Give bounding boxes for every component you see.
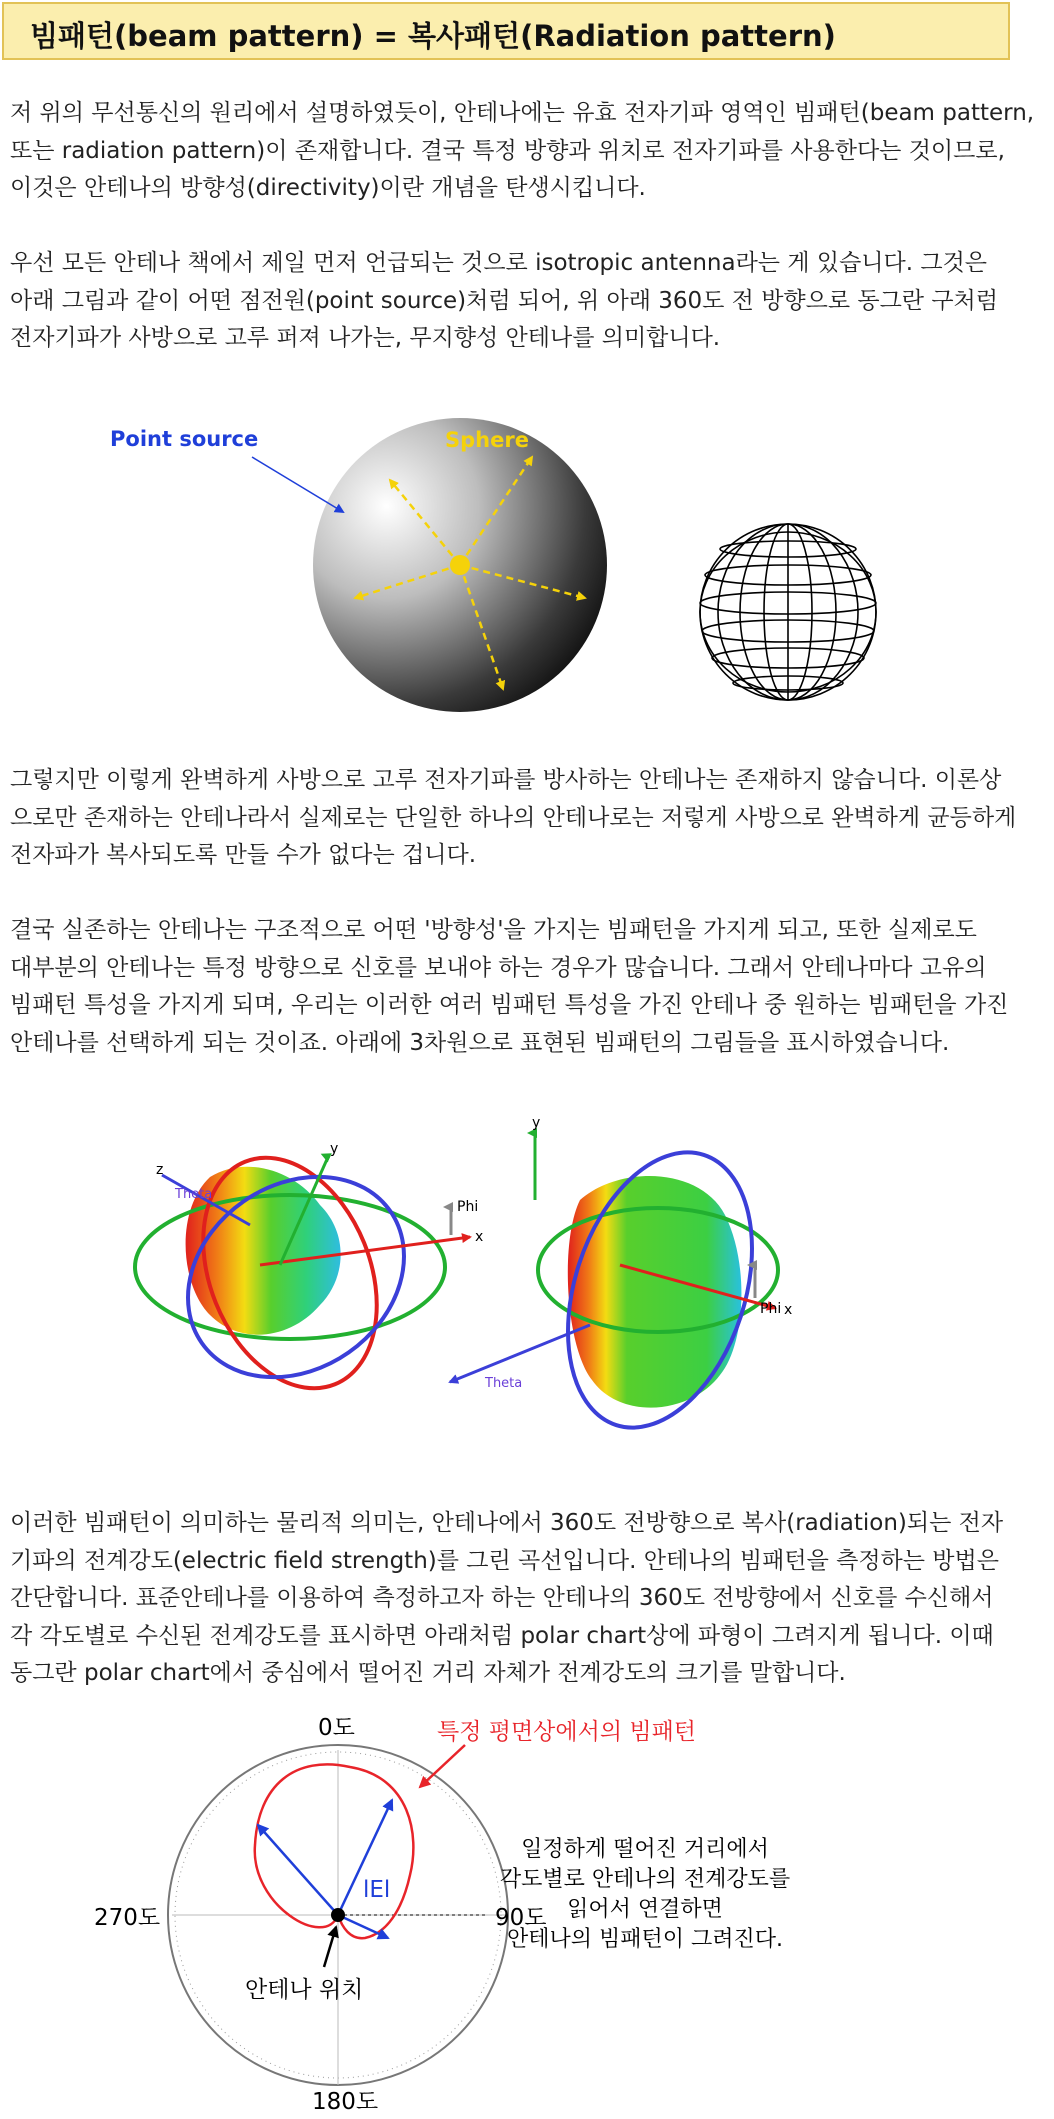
pattern-left — [135, 1132, 483, 1419]
axis-x-label: x — [475, 1229, 484, 1245]
pattern-label: 특정 평면상에서의 빔패턴 — [437, 1719, 697, 1745]
pattern-right — [450, 1115, 792, 1451]
wireframe-sphere — [700, 524, 876, 700]
angle-90-label: 90도 — [495, 1905, 547, 1931]
paragraph-line: 또는 radiation pattern)이 존재합니다. 결국 특정 방향과 위치로 전자기파를 사용한다는 것이므로, — [10, 137, 1005, 164]
3d-beam-pattern-figure — [120, 1115, 920, 1475]
paragraph-line: 동그란 polar chart에서 중심에서 떨어진 거리 자체가 전계강도의 크기를 말합니다. — [10, 1660, 846, 1686]
point-source-dot — [450, 555, 470, 575]
title-banner — [2, 2, 1010, 60]
paragraph-isotropic — [10, 245, 1046, 358]
paragraph-line: 전자파가 복사되도록 만들 수가 없다는 겁니다. — [10, 842, 477, 868]
paragraph-line: 저 위의 무선통신의 원리에서 설명하였듯이, 안테나에는 유효 전자기파 영역인 빔패턴(beam pattern, — [10, 100, 1035, 126]
paragraph-line: 각 각도별로 수신된 전계강도를 표시하면 아래처럼 polar chart상에 파형이 그려지게 됩니다. 이때 — [10, 1622, 994, 1649]
paragraph-field-strength — [10, 1505, 1046, 1693]
theta-label: Theta — [175, 1187, 213, 1202]
paragraph-line: 기파의 전계강도(electric field strength)를 그린 곡선입니다. 안테나의 빔패턴을 측정하는 방법은 — [10, 1547, 999, 1574]
paragraph-line: 그렇지만 이렇게 완벽하게 사방으로 고루 전자기파를 방사하는 안테나는 존재하지 않습니다. 이론상 — [10, 767, 1002, 793]
paragraph-line: 아래 그림과 같이 어떤 점전원(point source)처럼 되어, 위 아래 360도 전 방향으로 동그란 구처럼 — [10, 287, 998, 314]
angle-270-label: 270도 — [94, 1905, 161, 1931]
axis-y-label: y — [330, 1141, 339, 1157]
sphere-label: Sphere — [445, 428, 529, 452]
theta-label: Theta — [485, 1376, 523, 1391]
point-source-label: Point source — [110, 427, 259, 451]
paragraph-intro — [10, 95, 1046, 208]
angle-0-label: 0도 — [318, 1715, 355, 1741]
paragraph-line: 대부분의 안테나는 특정 방향으로 신호를 보내야 하는 경우가 많습니다. 그래서 안테나마다 고유의 — [10, 954, 987, 981]
phi-label: Phi — [760, 1301, 782, 1317]
paragraph-line: 우선 모든 안테나 책에서 제일 먼저 언급되는 것으로 isotropic antenna라는 게 있습니다. 그것은 — [10, 250, 988, 276]
polar-chart-figure — [80, 1705, 980, 2115]
field-vector-arrow — [338, 1915, 388, 1938]
phi-label: Phi — [457, 1199, 479, 1215]
paragraph-line: 결국 실존하는 안테나는 구조적으로 어떤 '방향성'을 가지는 빔패턴을 가지게 되고, 또한 실제로도 — [10, 917, 977, 943]
field-vector-arrow — [258, 1825, 338, 1915]
paragraph-directivity — [10, 912, 1046, 1062]
paragraph-line: 전자기파가 사방으로 고루 퍼져 나가는, 무지향성 안테나를 의미합니다. — [10, 325, 721, 351]
description-line: 각도별로 안테나의 전계강도를 — [499, 1867, 791, 1892]
isotropic-sphere-figure — [100, 405, 900, 735]
description-line: 읽어서 연결하면 — [567, 1897, 723, 1922]
axis-x-label: x — [784, 1302, 793, 1318]
description-line: 일정하게 떨어진 거리에서 — [521, 1837, 769, 1862]
description-line: 안테나의 빔패턴이 그려진다. — [506, 1927, 784, 1952]
page-title: 빔패턴(beam pattern) = 복사패턴(Radiation pattern) — [30, 19, 836, 53]
paragraph-line: 이것은 안테나의 방향성(directivity)이란 개념을 탄생시킵니다. — [10, 175, 646, 201]
point-source-pointer — [252, 457, 343, 512]
paragraph-nonexistent — [10, 762, 1046, 875]
field-magnitude-label: lEl — [363, 1877, 391, 1903]
paragraph-line: 빔패턴 특성을 가지게 되며, 우리는 이러한 여러 빔패턴 특성을 가진 안테나 중 원하는 빔패턴을 가진 — [10, 992, 1009, 1018]
paragraph-line: 이러한 빔패턴이 의미하는 물리적 의미는, 안테나에서 360도 전방향으로 복사(radiation)되는 전자 — [10, 1510, 1004, 1536]
axis-z-label: z — [156, 1162, 164, 1178]
paragraph-line: 안테나를 선택하게 되는 것이죠. 아래에 3차원으로 표현된 빔패턴의 그림들을 표시하였습니다. — [10, 1029, 950, 1056]
paragraph-line: 간단합니다. 표준안테나를 이용하여 측정하고자 하는 안테나의 360도 전방향에서 신호를 수신해서 — [10, 1585, 994, 1611]
paragraph-line: 으로만 존재하는 안테나라서 실제로는 단일한 하나의 안테나로는 저렇게 사방으로 완벽하게 균등하게 — [10, 804, 1017, 831]
antenna-pointer — [324, 1927, 336, 1967]
angle-180-label: 180도 — [312, 2089, 379, 2115]
antenna-position-label: 안테나 위치 — [245, 1977, 364, 2003]
antenna-dot — [331, 1908, 345, 1922]
axis-y-label: y — [532, 1115, 541, 1131]
